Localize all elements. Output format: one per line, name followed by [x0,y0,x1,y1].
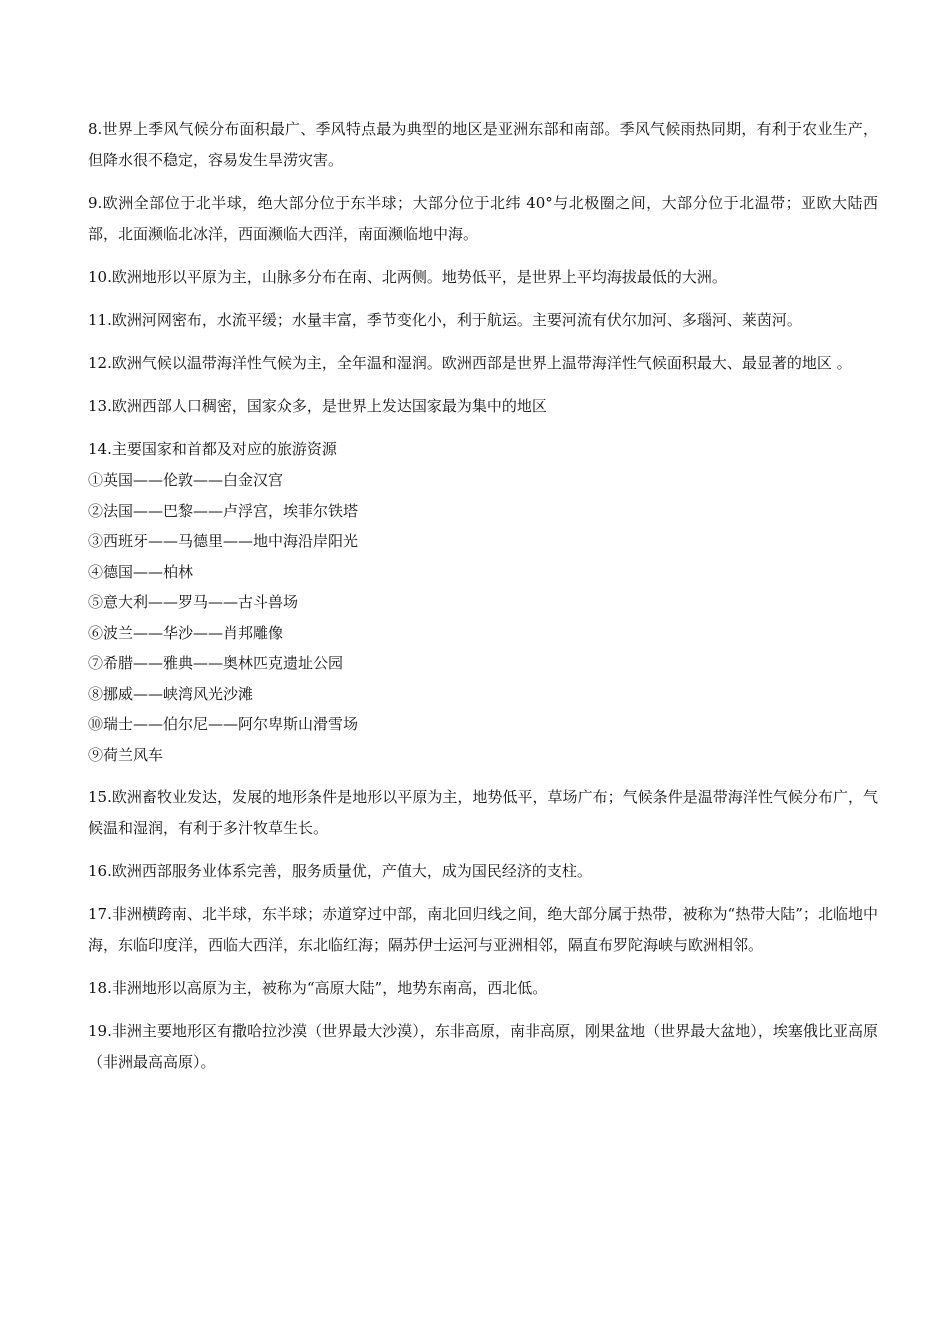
paragraph-13: 13.欧洲西部人口稠密，国家众多，是世界上发达国家最为集中的地区 [88,397,547,415]
list-item: ⑥波兰——华沙——肖邦雕像 [88,623,284,642]
paragraph-8: 8.世界上季风气候分布面积最广、季风特点最为典型的地区是亚洲东部和南部。季风气候雨热同期，有利于农业生产，但降水很不稳定，容易发生旱涝灾害。 [88,120,878,169]
paragraph-9: 9.欧洲全部位于北半球，绝大部分位于东半球；大部分位于北纬 40°与北极圈之间，大部分位于北温带；亚欧大陆西部，北面濒临北冰洋，西面濒临大西洋，南面濒临地中海。 [88,194,878,243]
list-item: ②法国——巴黎——卢浮宫，埃菲尔铁塔 [88,501,359,520]
paragraph-17: 17.非洲横跨南、北半球，东半球；赤道穿过中部，南北回归线之间，绝大部分属于热带，被称为“热带大陆”；北临地中海，东临印度洋，西临大西洋，东北临红海；隔苏伊士运河与亚洲相邻，隔直布罗陀海峡与欧洲相邻。 [88,905,878,954]
paragraph-14-title: 14.主要国家和首都及对应的旅游资源 [88,440,337,458]
list-item: ④德国——柏林 [88,562,194,581]
paragraph-19: 19.非洲主要地形区有撒哈拉沙漠（世界最大沙漠），东非高原，南非高原，刚果盆地（世界最大盆地），埃塞俄比亚高原（非洲最高高原）。 [88,1022,878,1071]
paragraph-10: 10.欧洲地形以平原为主，山脉多分布在南、北两侧。地势低平，是世界上平均海拔最低的大洲。 [88,268,727,286]
country-capital-list [88,465,878,770]
list-item: ⑩瑞士——伯尔尼——阿尔卑斯山滑雪场 [88,715,359,733]
list-item: ⑨荷兰风车 [88,745,164,764]
paragraph-15: 15.欧洲畜牧业发达，发展的地形条件是地形以平原为主，地势低平，草场广布；气候条件是温带海洋性气候分布广，气候温和湿润，有利于多汁牧草生长。 [88,788,878,837]
list-item: ⑧挪威——峡湾风光沙滩 [88,684,254,703]
list-item: ①英国——伦敦——白金汉宫 [88,471,284,489]
paragraph-12: 12.欧洲气候以温带海洋性气候为主，全年温和湿润。欧洲西部是世界上温带海洋性气候面积最大、最显著的地区 。 [88,354,852,372]
paragraph-18: 18.非洲地形以高原为主，被称为“高原大陆”，地势东南高，西北低。 [88,979,548,997]
list-item: ③西班牙——马德里——地中海沿岸阳光 [88,532,359,550]
list-item: ⑦希腊——雅典——奥林匹克遗址公园 [88,654,344,672]
paragraph-16: 16.欧洲西部服务业体系完善，服务质量优，产值大，成为国民经济的支柱。 [88,862,592,880]
paragraph-11: 11.欧洲河网密布，水流平缓；水量丰富，季节变化小，利于航运。主要河流有伏尔加河、多瑙河、莱茵河。 [88,311,802,329]
list-item: ⑤意大利——罗马——古斗兽场 [88,593,299,611]
document-page [88,114,878,1090]
